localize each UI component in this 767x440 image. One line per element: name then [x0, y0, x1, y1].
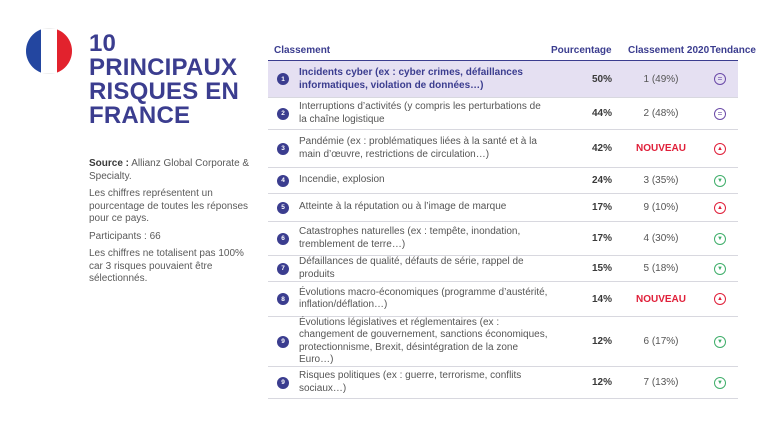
rank-2020: 9 (10%) [643, 202, 679, 213]
france-flag-icon [26, 28, 72, 74]
rank-badge: 4 [277, 175, 289, 187]
rank-2020: NOUVEAU [635, 143, 686, 154]
source-label: Source : [89, 158, 130, 169]
risk-percentage: 44% [591, 108, 612, 119]
rank-badge: 7 [277, 263, 289, 275]
table-header [268, 40, 756, 61]
source-line [89, 158, 259, 183]
header-classement: Classement [274, 45, 331, 56]
title-line: PRINCIPAUX [89, 54, 238, 81]
risk-label: Incidents cyber (ex : cyber crimes, défaillances informatiques, violation de données…) [299, 67, 523, 91]
table-body [268, 61, 738, 399]
trend-up-icon: ▲ [714, 202, 726, 214]
rank-badge: 6 [277, 233, 289, 245]
participants-count: Participants : 66 [89, 230, 161, 242]
table-row [268, 98, 738, 130]
header-classement-2020: Classement 2020 [628, 45, 710, 56]
risk-label: Atteinte à la réputation ou à l’image de marque [299, 201, 507, 213]
risk-label: Évolutions législatives et réglementaires (ex : changement de gouvernement, sanctions économiques, protectionnisme, Brexit, désintégration de la zone Euro…) [299, 316, 548, 365]
risk-percentage: 12% [591, 336, 612, 347]
trend-up-icon: ▲ [714, 143, 726, 155]
risk-percentage: 24% [591, 175, 612, 186]
table-row [268, 282, 738, 317]
rank-badge: 9 [277, 336, 289, 348]
risk-percentage: 50% [591, 73, 612, 85]
rank-badge: 2 [277, 108, 289, 120]
risk-ranking-table [268, 40, 756, 399]
table-row [268, 61, 738, 98]
rank-badge: 1 [277, 73, 289, 85]
header-tendance: Tendance [710, 45, 756, 56]
title-line: FRANCE [89, 102, 191, 129]
rank-badge: 9 [277, 377, 289, 389]
risk-label: Évolutions macro-économiques (programme d’austérité, inflation/déflation…) [299, 286, 548, 310]
rank-2020: 3 (35%) [643, 175, 679, 186]
risk-percentage: 42% [591, 143, 612, 154]
note-total: Les chiffres ne totalisent pas 100% car 3 risques pouvaient être sélectionnés. [89, 248, 244, 284]
trend-down-icon: ▼ [714, 377, 726, 389]
risk-label: Catastrophes naturelles (ex : tempête, inondation, tremblement de terre…) [299, 226, 521, 250]
rank-2020: 2 (48%) [643, 108, 679, 119]
risk-percentage: 17% [591, 202, 612, 213]
rank-2020: 7 (13%) [643, 377, 679, 388]
table-row [268, 168, 738, 194]
trend-down-icon: ▼ [714, 263, 726, 275]
rank-badge: 3 [277, 143, 289, 155]
rank-badge: 8 [277, 293, 289, 305]
risk-percentage: 14% [591, 293, 612, 305]
risk-label: Risques politiques (ex : guerre, terrorisme, conflits sociaux…) [299, 370, 522, 394]
rank-2020: 6 (17%) [643, 336, 679, 347]
title-line: 10 [89, 30, 117, 57]
trend-equal-icon: = [714, 108, 726, 120]
risk-label: Incendie, explosion [299, 174, 385, 186]
trend-up-icon: ▲ [714, 293, 726, 305]
table-row [268, 130, 738, 168]
trend-down-icon: ▼ [714, 175, 726, 187]
risk-label: Interruptions d’activités (y compris les perturbations de la chaîne logistique [299, 101, 541, 125]
table-row [268, 256, 738, 282]
risk-label: Défaillances de qualité, défauts de série, rappel de produits [299, 256, 524, 280]
table-row [268, 317, 738, 367]
source-notes [89, 158, 259, 291]
risk-percentage: 17% [591, 233, 612, 244]
note-percentage: Les chiffres représentent un pourcentage de toutes les réponses pour ce pays. [89, 188, 248, 224]
title-line: RISQUES EN [89, 78, 240, 105]
source-text: Allianz Global Corporate & Specialty. [89, 158, 250, 182]
risk-percentage: 12% [591, 377, 612, 388]
risk-percentage: 15% [591, 263, 612, 274]
rank-2020: 1 (49%) [643, 73, 679, 85]
header-pourcentage: Pourcentage [551, 45, 612, 56]
trend-down-icon: ▼ [714, 233, 726, 245]
page-title [89, 32, 259, 128]
rank-badge: 5 [277, 202, 289, 214]
trend-down-icon: ▼ [714, 336, 726, 348]
risk-label: Pandémie (ex : problématiques liées à la santé et à la main d’œuvre, restrictions de circulation…) [299, 136, 537, 160]
trend-equal-icon: = [714, 73, 726, 85]
rank-2020: NOUVEAU [635, 293, 686, 305]
rank-2020: 5 (18%) [643, 263, 679, 274]
table-row [268, 222, 738, 256]
rank-2020: 4 (30%) [643, 233, 679, 244]
table-row [268, 367, 738, 399]
table-row [268, 194, 738, 222]
